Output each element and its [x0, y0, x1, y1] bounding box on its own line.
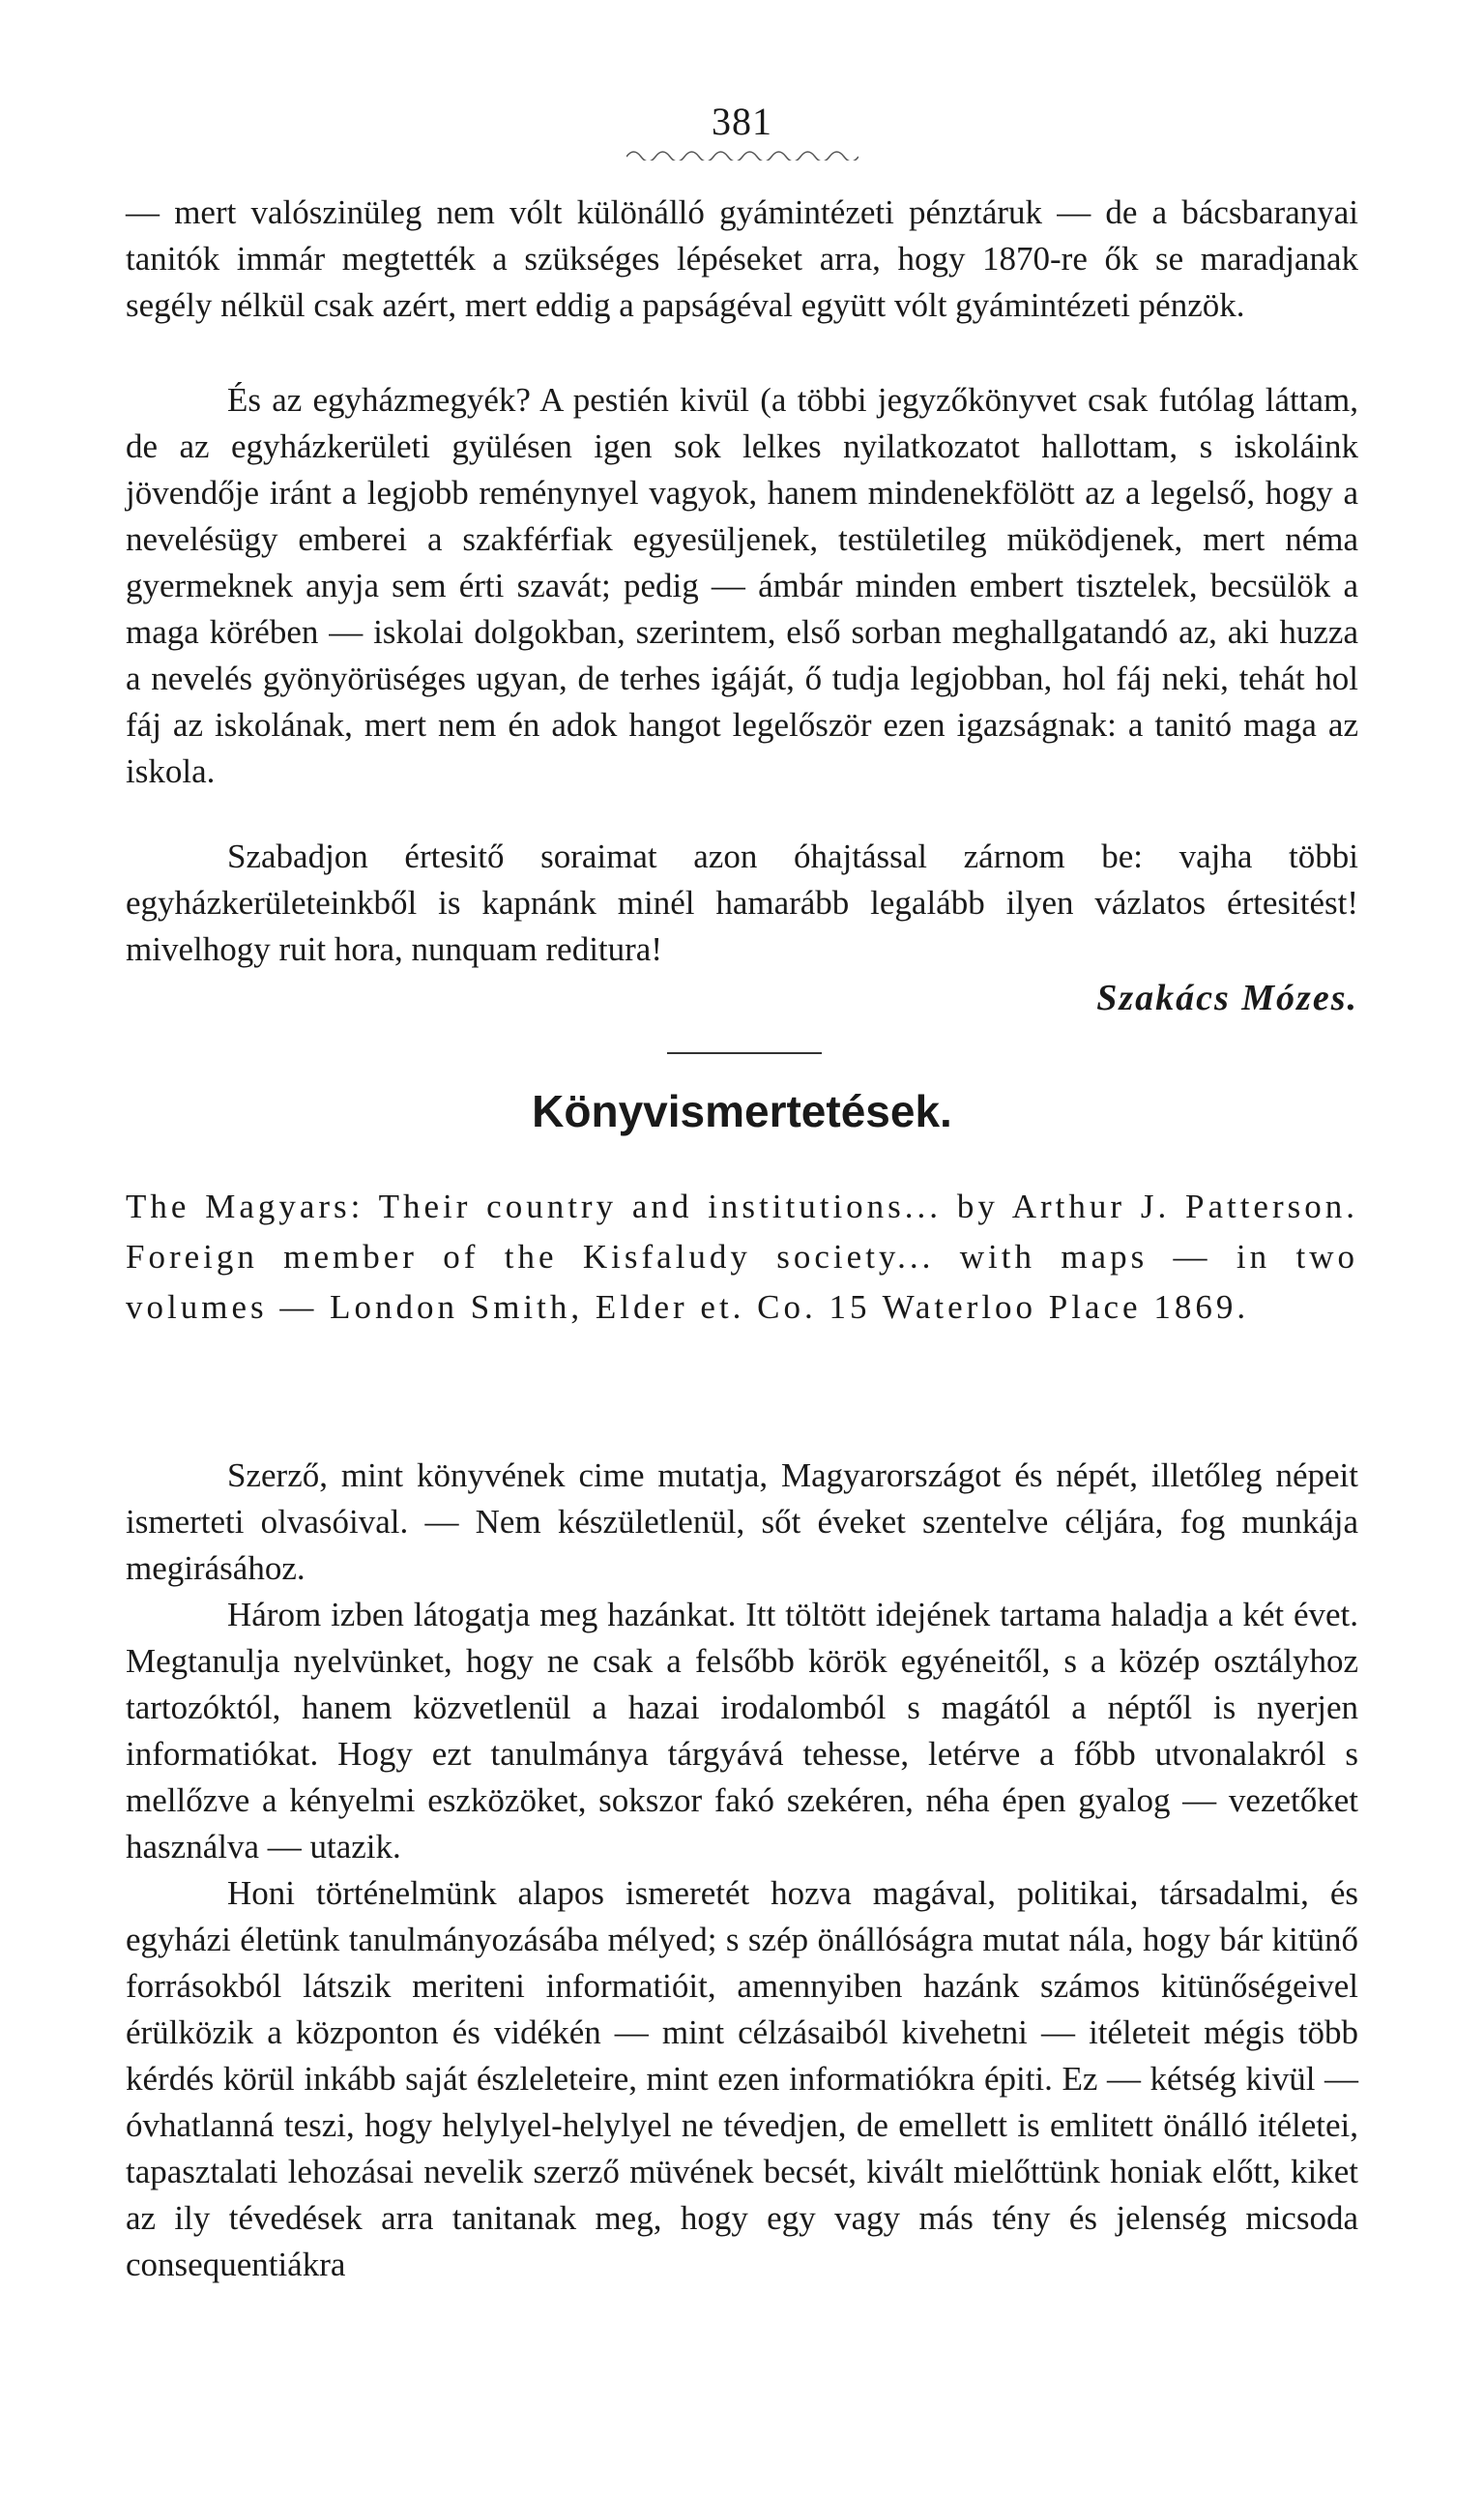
paragraph-zaras: Szabadjon értesitő soraimat azon óhajtással zárnom be: vajha többi egyházkerületeinkből is kapnánk minél hamarább legalább ilyen vázlatos értesitést! mivelhogy ruit hora, nunquam reditura!: [126, 837, 1358, 968]
paragraph-gyamintezet: — mert valószinüleg nem vólt különálló gyámintézeti pénztáruk — de a bácsbaranyai tanitók immár megtették a szükséges lépéseket arra, hogy 1870-re ők se maradjanak segély nélkül csak azért, mert eddig a papságéval együtt vólt gyámintézeti pénzök.: [126, 193, 1358, 324]
paragraph-review-visits: Három izben látogatja meg hazánkat. Itt töltött idejének tartama haladja a két évet. Megtanulja nyelvünket, hogy ne csak a felsőbb körök egyéneitől, s a közép osztályhoz tartozóktól, hanem közvetlenül a hazai irodalomból s magától a néptől is nyerjen informatiókat. Hogy ezt tanulmánya tárgyává tehesse, letérve a főbb utvonalakról s mellőzve a kényelmi eszközöket, sokszor fakó szekéren, néha épen gyalog — vezetőket használva — utazik.: [126, 1596, 1358, 1865]
section-heading: Könyvismertetések.: [532, 1086, 952, 1136]
paragraph-review-history: Honi történelmünk alapos ismeretét hozva magával, politikai, társadalmi, és egyházi életünk tanulmányozásába mélyed; s szép önállóságra mutat nála, hogy bár kitünő forrásokból látszik meriteni informatióit, amennyiben hazánk számos kitünőségeivel érülközik a központon és vidékén — mint célzásaiból kivehetni — itéleteit mégis több kérdés körül inkább saját észleleteire, mint ezen informatiókra épiti. Ez — kétség kivül — óvhatlanná teszi, hogy helylyel-helylyel ne tévedjen, de emellett is emlitett önálló itéletei, tapasztalati lehozásai nevelik szerző müvének becsét, kivált mielőttünk honiak előtt, kiket az ily tévedések arra tanitanak meg, hogy egy vagy más tény és jelenség micsoda consequentiákra: [126, 1874, 1358, 2283]
decorative-wave-ornament: [626, 145, 858, 161]
page-number: 381: [712, 100, 772, 143]
paragraph-review-intro: Szerző, mint könyvének cime mutatja, Magyarországot és népét, illetőleg népeit ismerteti olvasóival. — Nem készületlenül, sőt éveket szentelve céljára, fog munkája megirásához.: [126, 1456, 1358, 1587]
author-signature: Szakács Mózes.: [1096, 978, 1358, 1018]
paragraph-egyhazmegyek: És az egyházmegyék? A pestién kivül (a többi jegyzőkönyvet csak futólag láttam, de az egyházkerületi gyülésen igen sok lelkes nyilatkozatot hallottam, s iskoláink jövendője iránt a legjobb reménynyel vagyok, hanem mindenekfölött az a legelső, hogy a nevelésügy emberei a szakférfiak egyesüljenek, testületileg müködjenek, mert néma gyermeknek anyja sem érti szavát; pedig — ámbár minden embert tisztelek, becsülök a maga körében — iskolai dolgokban, szerintem, első sorban meghallgatandó az, aki huzza a nevelés gyönyörüséges ugyan, de terhes igáját, ő tudja legjobban, hol fáj neki, tehát hol fáj az iskolának, mert nem én adok hangot legelőször ezen igazságnak: a tanitó maga az iskola.: [126, 381, 1358, 790]
section-divider: [667, 1052, 822, 1054]
book-reference: The Magyars: Their country and institutions... by Arthur J. Patterson. Foreign member of the Kisfaludy society... with maps — in two volumes — London Smith, Elder et. Co. 15 Waterloo Place 1869.: [126, 1188, 1358, 1326]
